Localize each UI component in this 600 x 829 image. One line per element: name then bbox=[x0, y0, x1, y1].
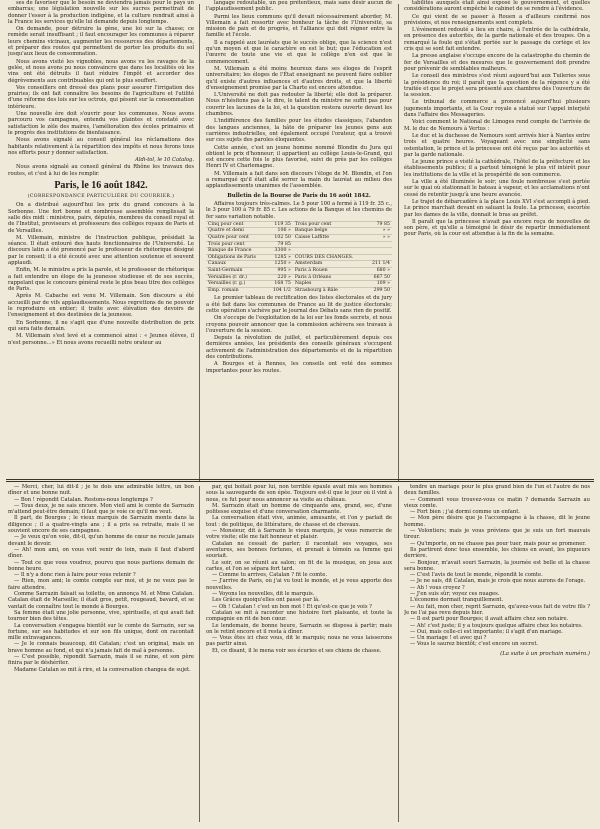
paragraph: Et, ce disant, il le mena voir ses écuries et ses chiens de chasse. bbox=[212, 647, 382, 654]
bourse-label: Canaux bbox=[206, 261, 267, 268]
paragraph: A Bourges et à Rennes, les conseils ont voté des sommes importantes pour les routes. bbox=[206, 361, 392, 374]
bourse-label: Trois pour cent bbox=[293, 221, 366, 228]
paragraph: — Rien, mon ami; le comte compte sur moi, et je ne veux pas le faire attendre. bbox=[8, 578, 194, 591]
paragraph: — Comme tu arrives, Catalan ? fit le comte. bbox=[212, 572, 327, 579]
bourse-label: Saint-Germain bbox=[206, 267, 267, 274]
bourse-label: Amsterdam bbox=[293, 261, 366, 268]
bourse-value: 3300 » bbox=[267, 248, 293, 255]
bourse-label bbox=[293, 241, 366, 248]
paragraph: M. Villemain a fait dans son discours l'éloge de M. Blondin, et l'on a remarqué qu'il était allé serrer la main du lauréat au milieu des applaudissements unanimes de l'assemblée. bbox=[206, 170, 392, 190]
bourse-label: Versailles (r. dr.) bbox=[206, 274, 267, 281]
to-be-continued: (La suite à un prochain numéro.) bbox=[500, 650, 590, 657]
dateline-subtitle: (CORRESPONDANCE PARTICULIÈRE DU COURRIER.) bbox=[27, 194, 175, 200]
dateline: Paris, le 16 août 1842. bbox=[54, 180, 148, 192]
paragraph: — C'est l'avis de tout le monde, répondit le comte. bbox=[410, 572, 543, 579]
paragraph: — J'en suis sûr; voyez ces nuages. bbox=[410, 591, 500, 598]
paragraph: Ce qui vient de se passer à Rouen a d'ailleurs confirmé nos prévisions, et nos renseignements sont complets. bbox=[404, 13, 590, 26]
feuilleton-column-1 bbox=[8, 484, 194, 824]
paragraph: — Oui, mais celle-ci est importante; il s'agit d'un mariage. bbox=[410, 628, 563, 635]
paragraph: Parmi les lieux communs qu'il devait nécessairement aborder, M. Villemain a fait ressortir avec bonheur la tâche de l'Université, sa mission de paix et de progrès, et l'alliance qui doit régner entre la famille et l'école. bbox=[206, 13, 392, 39]
bourse-value: 104 1/2 bbox=[267, 287, 293, 293]
paragraph: Les Grâces quoiqu'elles ont passé par là. bbox=[212, 597, 320, 604]
paragraph: Madame Catalan se mit à rire, et la conversation changea de sujet. bbox=[14, 666, 191, 673]
paragraph: Le tribunal de commerce a prononcé aujourd'hui plusieurs jugements importants, et la Cour royale a statué sur l'appel interjeté dans l'affaire des Messageries. bbox=[404, 99, 590, 119]
paragraph: — Bon ! répondit Catalan. Restons-nous longtemps ? bbox=[14, 496, 153, 503]
paragraph: — Fort bien ; j'ai dormi comme un enfant. bbox=[410, 509, 520, 516]
paragraph: On demande, pour détruire la gène, une loi sur la chasse; ce remède serait insuffisant ; il faut encourager les communes à réparer leurs chemins vicinaux, augmenter les ressources des départements, et préparer des routes qui permettent de porter les produits du sol jusqu'aux lieux de consommation. bbox=[8, 26, 194, 58]
paragraph: Il part, de Bourges ; le vieux marquis de Sarrazin monte dans la diligence ; il a quatre-vingts ans ; il a pris sa retraite, mais il se souvient encore de ses campagnes. bbox=[8, 515, 194, 535]
paragraph: L'événement redouté a lieu en chaire, à l'entrée de la cathédrale, en présence des autorités, de la garde nationale et des troupes. On a remarqué la foule qui s'était portée sur le passage du cortège et les cris qui se sont fait entendre. bbox=[404, 27, 590, 53]
bourse-label bbox=[293, 248, 366, 255]
paragraph: ses de favoriser que le besoin ne deviendra jamais pour le pays un embarras; une législation nouvelle sur les sucres permettrait de donner l'essor à la production indigène, et la culture rendrait ainsi à la France les services qu'elle lui demande depuis longtemps. bbox=[8, 0, 194, 25]
column-rule bbox=[199, 4, 200, 482]
column-3 bbox=[404, 0, 590, 478]
bourse-value: 79 85 bbox=[267, 241, 293, 248]
bourse-label: Paris à Rouen bbox=[293, 267, 366, 274]
signature-line: Aldi-tol, le 10 Catalog. bbox=[135, 157, 194, 164]
paragraph: Le duc et la duchesse de Nemours sont arrivés hier à Nantes entre trois et quatre heures. Voyageant avec une simplicité sans ostentation, le prince et la princesse ont été reçus par les autorités et par la garde nationale. bbox=[404, 132, 590, 158]
bourse-value: 211 1/4 bbox=[366, 261, 392, 268]
bourse-label: Strasbourg à Bâle bbox=[293, 287, 366, 293]
paragraph: Depuis la révolution de juillet, et particulièrement depuis ces dernières années, les présidents des conseils généraux s'occupent activement de l'administration des départements et de la répartition des contributions. bbox=[206, 335, 392, 360]
column-rule bbox=[199, 486, 200, 822]
bourse-row bbox=[206, 261, 392, 268]
paragraph: — Je veux qu'on voie, dit-il, qu'un homme de cœur ne recule jamais devant le devoir. bbox=[8, 534, 194, 547]
paragraph: M. Villemain a été moins heureux dans ses éloges de l'esprit universitaire; les éloges de l'État enseignant ne peuvent faire oublier qu'il existe d'autres influences et d'autres droits, et que la liberté d'enseignement promise par la Charte est encore attendue. bbox=[206, 65, 392, 91]
bourse-row bbox=[206, 254, 392, 261]
paragraph: — Bonjour, m'avait souri Sarrazin, la journée est belle et la chasse sera bonne. bbox=[404, 559, 590, 572]
paragraph: M. Villemain s'est levé et a commencé ainsi : « Jeunes élèves, il n'est personne...» Et nous avons recueilli notre orateur au bbox=[8, 333, 194, 346]
paragraph: En Sorbonne, il ne s'agit que d'une nouvelle distribution de prix qui sera faite demain. bbox=[8, 319, 194, 332]
bourse-bulletin-title: Bulletin de la Bourse de Paris du 16 août 1842. bbox=[227, 192, 371, 199]
bourse-intro: Affaires toujours très-calmes. Le 5 pour 100 a fermé à 119 fr. 35 c., le 3 pour 100 à 79 fr. 85 c. Les actions de la Banque et les chemins de fer sans variation notable. bbox=[206, 200, 392, 220]
bourse-value: 220 » bbox=[267, 274, 293, 281]
paragraph: Le lendemain, de bonne heure, Sarrazin se disposa à partir; mais on le retint encore et il resta à dîner. bbox=[206, 622, 392, 635]
bourse-label: Banque belge bbox=[293, 228, 366, 235]
paragraph: — Je le connais beaucoup, dit Catalan; c'est un original, mais un brave homme au fond, et qui n'a jamais fait de mal à personne. bbox=[8, 641, 194, 654]
paragraph: — Ah! c'est juste; il y a toujours quelque affaire chez les notaires. bbox=[410, 622, 583, 629]
bourse-label: Trois pour cent bbox=[206, 241, 267, 248]
bourse-row bbox=[206, 234, 392, 241]
paragraph: — Volontiers; mais je vous préviens que je suis un fort mauvais tireur. bbox=[404, 528, 590, 541]
paragraph: La ville a été illuminée le soir; une foule nombreuse s'est portée sur le quai où stationnait le bateau à vapeur, et les acclamations n'ont cessé de retentir jusqu'à une heure avancée. bbox=[404, 179, 590, 198]
paragraph: langage redoutable, un peu prétentieux, mais sans désir aucun de l'applaudissement public. bbox=[206, 0, 392, 13]
bourse-value: 680 » bbox=[366, 267, 392, 274]
paragraph: L'indifférence des familles pour les études classiques, l'abandon des langues anciennes, la hâte de préparer les jeunes gens aux carrières industrielles, ont également occupé l'orateur, qui a trouvé sur ces sujets des paroles éloquentes. bbox=[206, 118, 392, 144]
paragraph: — Comment vous trouvez-vous ce matin ? demanda Sarrazin au vieux comte. bbox=[404, 496, 590, 509]
paragraph: — J'arrive de Paris, où j'ai vu tout le monde, et je vous apporte des nouvelles. bbox=[206, 578, 392, 591]
bourse-value bbox=[366, 254, 392, 261]
bourse-value: 995 » bbox=[267, 267, 293, 274]
paragraph: — Oh ! Catalan ! c'est un bon mot ! Et qu'est-ce que je vois ? bbox=[212, 603, 372, 610]
bourse-row bbox=[206, 221, 392, 228]
bourse-label: Obligations de Paris bbox=[206, 254, 267, 261]
paragraph: La conversation s'engagea bientôt sur le comte de Sarrazin, sur sa fortune, sur ses habitudes et sur son fils unique, dont on racontait mille extravagances. bbox=[8, 622, 194, 642]
bourse-value: 102 50 bbox=[267, 234, 293, 241]
bourse-value: 299 50 bbox=[366, 287, 392, 293]
paragraph: Le premier tableau de rectification des listes électorales et du jury a été fait dans les communes de France au lit de justice électorale; cette opération s'achève par le journal des Débats sans rien de positif. bbox=[206, 295, 392, 314]
paragraph: — Vous le saurez bientôt; c'est encore un secret. bbox=[410, 641, 539, 648]
paragraph: Le soir, on se réunit au salon; on fit de la musique, on joua aux cartes, et l'on se sépara fort tard. bbox=[206, 559, 392, 572]
paragraph: — Mon père désire que je l'accompagne à la chasse, dit le jeune homme. bbox=[404, 515, 590, 528]
paragraph: Catalan ne cessait de parler; il racontait ses voyages, ses aventures, ses bonnes fortunes, et prenait à témoin sa femme qui souriait. bbox=[206, 540, 392, 560]
bourse-label: Banque de France bbox=[206, 248, 267, 255]
paragraph: Nous avons signalé au conseil général les réclamations des habitants relativement à la répartition des impôts et nous ferons tous nos efforts pour y donner satisfaction. bbox=[8, 137, 194, 156]
bourse-row bbox=[206, 241, 392, 248]
paragraph: — Au fait, mon cher, reprit Sarrazin, qu'avez-vous fait de votre fils ? Je ne l'ai pas revu depuis hier. bbox=[404, 603, 590, 616]
paragraph: Il paraît que la princesse n'avait pas encore reçu de nouvelles de son père, et qu'elle a témoigné le désir de repartir immédiatement pour Paris, où la cour est attendue à la fin de la semaine. bbox=[404, 218, 590, 238]
bourse-label: Naples bbox=[293, 281, 366, 288]
column-2 bbox=[206, 0, 392, 478]
column-1 bbox=[8, 0, 194, 478]
bourse-value bbox=[366, 248, 392, 255]
paragraph: On s'occupe de l'exploitation de la loi sur les fonds secrets, et nous croyons pouvoir annoncer que la commission achèvera ses travaux à l'ouverture de la session. bbox=[206, 315, 392, 334]
bourse-label: COURS DES CHANGES. bbox=[293, 254, 366, 261]
paragraph: — Tout ce que vous voudrez, pourvu que nous partions demain de bonne heure. bbox=[8, 559, 194, 572]
bourse-table bbox=[206, 221, 392, 294]
bourse-value: » » bbox=[366, 234, 392, 241]
paragraph: Enfin, M. le ministre a pris la parole, et le professeur de rhétorique a fait entendre un éloge de la jeunesse studieuse et de ses succès, rappelant que le concours général reste le plus beau titre des collèges de Paris. bbox=[8, 267, 194, 293]
paragraph: Après M. Cabache est venu M. Villemain. Son discours a été accueilli par de vifs applaudissements. Nous regrettons de ne pouvoir le reproduire en entier; il traite avec élévation des devoirs de l'enseignement et des destinées de la jeunesse. bbox=[8, 293, 194, 319]
bourse-value: 106 » bbox=[267, 228, 293, 235]
paragraph: M. Sarrazin était un homme de cinquante ans, grand, sec, d'une politesse exquise et d'une conversation charmante. bbox=[206, 502, 392, 516]
bourse-label: Quatre et demi bbox=[206, 228, 267, 235]
paragraph: Nous avons visité les vignobles, nous avons vu les ravages de la gelée, et nous avons pu nous convaincre que dans les localités où les vins ont été détruits il faut réduire l'impôt et accorder des dégrèvements aux contribuables qui ont le plus souffert. bbox=[8, 58, 194, 84]
bourse-value: 1250 » bbox=[267, 261, 293, 268]
paragraph: — Je ne sais, dit Catalan, mais je crois que nous aurons de l'orage. bbox=[410, 578, 586, 585]
paragraph: L'économe dormait tranquillement. bbox=[410, 597, 504, 604]
bourse-label: Versailles (r. g.) bbox=[206, 281, 267, 288]
bourse-value: 119 35 bbox=[267, 221, 293, 228]
paragraph: — Tous deux, je ne sais encore. Mon vieil ami le comte de Sarrazin m'attend peut-être demain; il faut que je voie ce qu'il me veut. bbox=[8, 502, 194, 516]
paragraph: par, qui boitait pour lui, non terrible épaule avait mis ses hommes sous la sauvegarde de son épée. Toujours est-il que le jour où il vint à nous, ce fut pour nous annoncer sa visite au château. bbox=[206, 484, 392, 503]
bourse-value bbox=[366, 241, 392, 248]
paragraph: tendre un mariage pour le plus grand bien de l'un et l'autre de nos deux familles. bbox=[404, 484, 590, 497]
paragraph: — Ah ! vous croyez ? bbox=[410, 584, 465, 591]
bourse-row bbox=[206, 281, 392, 288]
column-rule bbox=[398, 4, 399, 482]
bourse-value: 109 » bbox=[366, 281, 392, 288]
feuilleton-rule bbox=[6, 479, 594, 480]
bourse-row bbox=[206, 248, 392, 255]
paragraph: Il a rappelé aux lauréats que le succès oblige, que la science n'est qu'un moyen et que le caractère en est le but; que l'éducation est l'œuvre de toute une vie et que le collège n'en est que le commencement. bbox=[206, 39, 392, 65]
feuilleton-rule bbox=[6, 481, 594, 482]
paragraph: Le conseil des ministres s'est réuni aujourd'hui aux Tuileries sous la présidence du roi; il paraît que la question de la régence y a été traitée et que le projet sera présenté aux chambres dès l'ouverture de la session. bbox=[404, 73, 590, 99]
bourse-row bbox=[206, 228, 392, 235]
bourse-value: 168 75 bbox=[267, 281, 293, 288]
paragraph: Voici comment le National de Limoges rend compte de l'arrivée de M. le duc de Nemours à Vertus : bbox=[404, 119, 590, 132]
bourse-label: Cinq pour cent bbox=[206, 221, 267, 228]
paragraph: La conversation était vive, animée, amusante, et l'on y parlait de tout : de politique, de littérature, de chasse et de chevaux. bbox=[206, 515, 392, 528]
paragraph: On a distribué aujourd'hui les prix du grand concours à la Sorbonne. Une fort bonne et nombreuse assemblée remplissait la salle dès midi : ministres, pairs, députés, membres du conseil royal et de l'Institut, proviseurs et professeurs des collèges royaux de Paris et de Versailles. bbox=[8, 202, 194, 234]
bourse-label: Emp. romain bbox=[206, 287, 267, 293]
paragraph: Nous avons signalé au conseil général du Rhône les travaux des routes, et c'est à lui de les remplir. bbox=[8, 164, 194, 177]
bourse-row bbox=[206, 267, 392, 274]
paragraph: — C'est possible, répondit Sarrazin, mais il se ruine, et son père finira par le déshériter. bbox=[8, 654, 194, 667]
bourse-value: 79 85 bbox=[366, 221, 392, 228]
paragraph: La presse anglaise s'occupe encore de la catastrophe du chemin de fer de Versailles et des mesures que le gouvernement doit prendre pour prévenir de semblables malheurs. bbox=[404, 53, 590, 72]
bourse-row bbox=[206, 287, 392, 293]
paragraph: Sa femme était une jolie personne, vive, spirituelle, et qui avait fait tourner bien des têtes. bbox=[8, 609, 194, 623]
bourse-value: » » bbox=[366, 228, 392, 235]
paragraph: — Monsieur, dit à Sarrazin le vieux marquis, je vous remercie de votre visite; elle me fait honneur et plaisir. bbox=[206, 528, 392, 541]
paragraph: — Voyons les nouvelles, dit le marquis. bbox=[212, 591, 315, 598]
paragraph: Vos conseillers ont dressé des plans pour assurer l'irrigation des prairies; ils ont fait connaître les besoins de l'agriculture et l'utilité d'une réforme des lois sur les octrois, qui pèsent sur la consommation intérieure. bbox=[8, 84, 194, 110]
bourse-label: Caisse Laffitte bbox=[293, 234, 366, 241]
bourse-value: 667 50 bbox=[366, 274, 392, 281]
bourse-label: Paris à Orléans bbox=[293, 274, 366, 281]
bourse-label: Quatre pour cent bbox=[206, 234, 267, 241]
bourse-row bbox=[206, 274, 392, 281]
paragraph: Le jeune prince a visité la cathédrale, l'hôtel de la préfecture et les établissements publics; il a partout témoigné le plus vif intérêt pour les institutions de la ville et la prospérité de son commerce. bbox=[404, 159, 590, 178]
paragraph: — Merci, cher, lui dit-il ; je te dois une admirable lettre, un bon dîner et une bonne nuit. bbox=[8, 484, 194, 497]
feuilleton-column-2 bbox=[206, 484, 392, 824]
paragraph: — Qu'importe, on ne chasse pas pour tuer, mais pour se promener. bbox=[410, 540, 586, 547]
paragraph: Comme Sarrazin faisait sa toilette, on annonça M. et Mme Catalan. Catalan était de Marseille; il était gros, petit, rougeaud, bavard, et se vantait de connaître tout le monde à Bourges. bbox=[8, 591, 194, 610]
paragraph: Ils partirent donc tous ensemble, les chiens en avant, les piqueurs derrière. bbox=[404, 546, 590, 560]
paragraph: M. Villemain, ministre de l'instruction publique, présidait la séance. Il était entouré des hauts fonctionnaires de l'Université. Le discours latin a été prononcé par le professeur de rhétorique désigné par le conseil; il a été écouté avec une attention soutenue et souvent applaudi. bbox=[8, 234, 194, 266]
paragraph: — Il est parti pour Bourges; il avait affaire chez son notaire. bbox=[410, 616, 569, 623]
column-rule bbox=[398, 486, 399, 822]
paragraph: Cette année, c'est un jeune homme nommé Blondin du Jura qui obtient le prix d'honneur; il appartient au collège Louis-le-Grand, qui est encore cette fois le plus favorisé, suivi de près par les collèges Henri IV et Charlemagne. bbox=[206, 144, 392, 170]
paragraph: — Vous êtes ici chez vous, dit le marquis; nous ne vous laisserons pas partir ainsi. bbox=[206, 635, 392, 648]
paragraph: Le trajet de débarcadère à la place Louis XVI s'est accompli à pied. Le prince marchait devant en saluant la foule. La princesse, escortée par les dames de la ville, donnait le bras au préfet. bbox=[404, 198, 590, 218]
paragraph: tabilités auxquels était ainsi exposé le gouvernement, et quelles considérations auront empêché le cabinet de se rendre à l'évidence. bbox=[404, 0, 590, 13]
paragraph: — Un mariage ! et avec qui ? bbox=[410, 635, 487, 642]
bourse-value: 1285 » bbox=[267, 254, 293, 261]
paragraph: — Ah! mon ami, on vous voit venir de loin, mais il faut d'abord dîner. bbox=[8, 546, 194, 560]
paragraph: Une nouvelle ère doit s'ouvrir pour les communes. Nous avons parcouru vos campagnes, entendu vos plaintes et constaté avec satisfaction le zèle des maires, l'amélioration des écoles primaires et le progrès des institutions de bienfaisance. bbox=[8, 111, 194, 136]
paragraph: — Il n'y a donc rien à faire pour vous retenir ? bbox=[14, 572, 136, 579]
paragraph: L'Université ne doit pas redouter la liberté; elle doit la préparer. Nous n'hésitons pas à le dire, le talent du ministre ne suffit pas pour couvrir les lacunes de la loi, et la question restera ouverte devant les chambres. bbox=[206, 92, 392, 118]
paragraph: Catalan se mit à raconter une histoire fort plaisante, et toute la compagnie en rit de bon cœur. bbox=[206, 609, 392, 623]
feuilleton-column-3 bbox=[404, 484, 590, 824]
